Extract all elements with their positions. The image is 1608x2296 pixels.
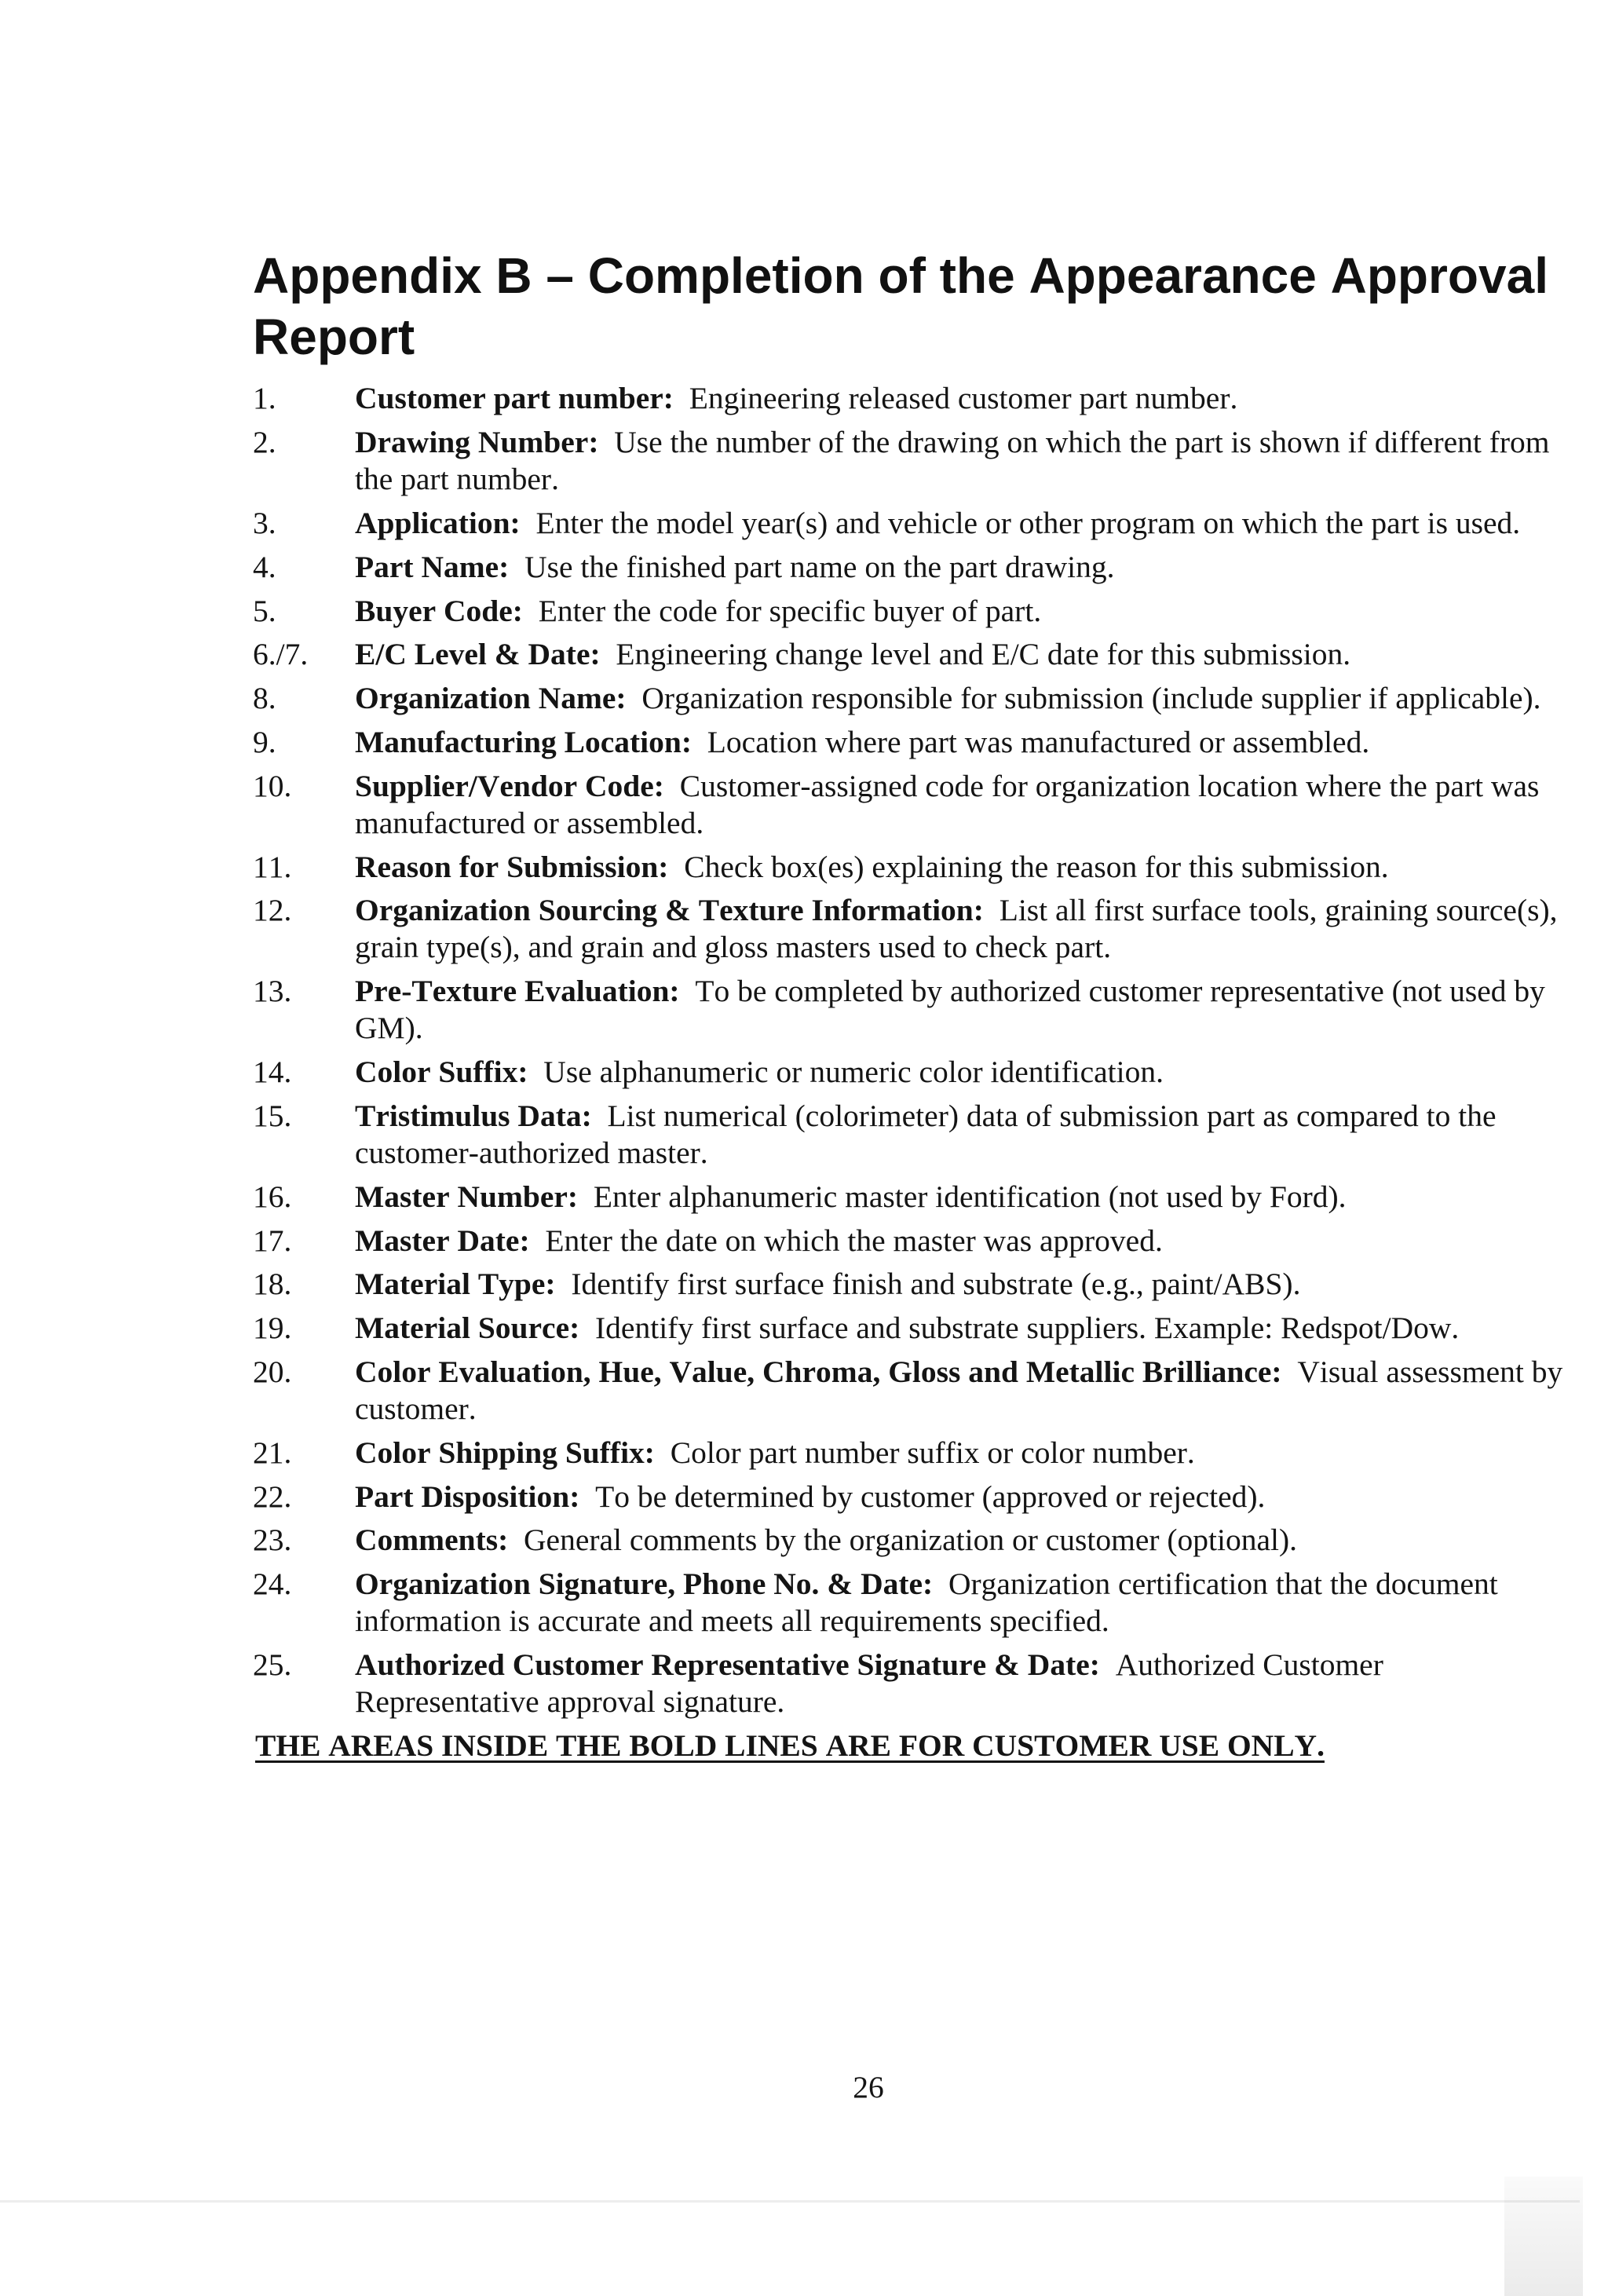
list-item: [253, 849, 1580, 886]
item-description: Identify first surface finish and substrate (e.g., paint/ABS).: [571, 1267, 1301, 1302]
item-number: 15.: [253, 1098, 292, 1133]
item-label: Pre-Texture Evaluation:: [355, 974, 680, 1009]
item-number: 23.: [253, 1523, 292, 1558]
item-number: 18.: [253, 1267, 292, 1302]
item-number: 12.: [253, 893, 292, 928]
list-item: [253, 505, 1580, 542]
item-number: 1.: [253, 381, 276, 416]
item-text: [355, 1435, 1567, 1472]
item-text: [355, 1479, 1567, 1515]
item-label: Comments:: [355, 1523, 509, 1558]
item-label: Part Disposition:: [355, 1479, 580, 1514]
item-description: List all first surface tools, graining source(s), grain type(s), and grain and gloss masters used to check part.: [355, 893, 1558, 965]
item-description: Identify first surface and substrate suppliers. Example: Redspot/Dow.: [595, 1311, 1460, 1346]
item-description: Enter alphanumeric master identification (not used by Ford).: [593, 1179, 1347, 1214]
item-label: Organization Signature, Phone No. & Date:: [355, 1567, 934, 1602]
page-title: Appendix B – Completion of the Appearance Approval Report: [253, 247, 1548, 365]
item-description: Use the finished part name on the part drawing.: [524, 549, 1115, 584]
item-number: 9.: [253, 724, 276, 759]
item-label: Part Name:: [355, 549, 510, 584]
scan-noise-patch: [1504, 2177, 1583, 2296]
item-number: 10.: [253, 768, 292, 803]
item-label: Manufacturing Location:: [355, 724, 693, 759]
item-text: [355, 1266, 1567, 1303]
item-label: Reason for Submission:: [355, 849, 669, 884]
item-description: Engineering released customer part number.: [689, 381, 1238, 416]
list-item: [253, 973, 1580, 1047]
item-number: 11.: [253, 849, 292, 884]
item-label: Master Number:: [355, 1179, 579, 1214]
item-number: 2.: [253, 425, 276, 460]
item-label: Authorized Customer Representative Signature & Date:: [355, 1647, 1100, 1683]
item-label: Supplier/Vendor Code:: [355, 768, 664, 803]
item-label: E/C Level & Date:: [355, 637, 601, 672]
item-number: 3.: [253, 506, 276, 541]
item-label: Color Shipping Suffix:: [355, 1435, 655, 1470]
item-text: [355, 593, 1567, 630]
list-item: [253, 1566, 1580, 1640]
list-item: [253, 636, 1580, 673]
item-description: Use the number of the drawing on which the part is shown if different from the part number.: [355, 425, 1550, 497]
item-text: [355, 1310, 1567, 1347]
item-text: [355, 680, 1567, 717]
item-label: Color Evaluation, Hue, Value, Chroma, Gloss and Metallic Brilliance:: [355, 1354, 1282, 1389]
list-item: [253, 1266, 1580, 1303]
item-number: 20.: [253, 1354, 292, 1389]
list-item: [253, 1435, 1580, 1472]
item-label: Material Source:: [355, 1311, 580, 1346]
item-description: Authorized Customer Representative approval signature.: [355, 1647, 1383, 1720]
item-description: Engineering change level and E/C date for this submission.: [616, 637, 1351, 672]
item-description: List numerical (colorimeter) data of submission part as compared to the customer-authorized master.: [355, 1098, 1497, 1171]
list-item: [253, 593, 1580, 630]
item-label: Color Suffix:: [355, 1055, 528, 1090]
list-item: [253, 1223, 1580, 1260]
item-number: 5.: [253, 593, 276, 628]
item-number: 24.: [253, 1567, 292, 1602]
item-description: Customer-assigned code for organization location where the part was manufactured or assembled.: [355, 768, 1540, 840]
item-number: 22.: [253, 1479, 292, 1514]
item-number: 4.: [253, 549, 276, 584]
item-description: Organization certification that the document information is accurate and meets all requirements specified.: [355, 1567, 1498, 1639]
item-text: [355, 380, 1567, 417]
scan-edge-line: [0, 2200, 1580, 2203]
list-item: [253, 680, 1580, 717]
item-label: Tristimulus Data:: [355, 1098, 592, 1133]
item-text: [355, 1354, 1567, 1428]
list-item: [253, 380, 1580, 417]
item-description: Color part number suffix or color number.: [670, 1435, 1195, 1470]
item-label: Organization Sourcing & Texture Information:: [355, 893, 984, 928]
item-description: General comments by the organization or customer (optional).: [524, 1523, 1298, 1558]
item-text: [355, 849, 1567, 886]
list-item: [253, 1522, 1580, 1559]
instructions-section: [253, 380, 1580, 1764]
item-label: Drawing Number:: [355, 425, 599, 460]
item-number: 17.: [253, 1223, 292, 1258]
list-item: [253, 724, 1580, 761]
item-label: Customer part number:: [355, 381, 674, 416]
item-description: To be completed by authorized customer representative (not used by GM).: [355, 974, 1545, 1046]
list-item: [253, 1098, 1580, 1172]
item-number: 6./7.: [253, 637, 309, 672]
item-text: [355, 724, 1567, 761]
list-item: [253, 1179, 1580, 1216]
item-text: [355, 636, 1567, 673]
item-text: [355, 1179, 1567, 1216]
item-label: Buyer Code:: [355, 593, 523, 628]
item-label: Material Type:: [355, 1267, 556, 1302]
item-description: Visual assessment by customer.: [355, 1354, 1563, 1427]
item-number: 16.: [253, 1179, 292, 1214]
item-text: [355, 973, 1567, 1047]
item-number: 21.: [253, 1435, 292, 1470]
item-text: [355, 1054, 1567, 1091]
item-description: Location where part was manufactured or assembled.: [707, 724, 1370, 759]
list-item: [253, 1054, 1580, 1091]
item-text: [355, 1223, 1567, 1260]
item-description: Organization responsible for submission (include supplier if applicable).: [641, 681, 1541, 716]
item-description: Enter the model year(s) and vehicle or other program on which the part is used.: [535, 506, 1521, 541]
item-description: To be determined by customer (approved or rejected).: [595, 1479, 1266, 1514]
item-description: Check box(es) explaining the reason for this submission.: [684, 849, 1389, 884]
item-label: Application:: [355, 506, 521, 541]
list-item: [253, 549, 1580, 586]
item-label: Master Date:: [355, 1223, 530, 1258]
item-text: [355, 892, 1567, 966]
item-description: Enter the date on which the master was approved.: [545, 1223, 1163, 1258]
list-item: [253, 768, 1580, 842]
list-item: [253, 1479, 1580, 1515]
list-item: [253, 1647, 1580, 1720]
item-text: [355, 1647, 1567, 1720]
item-number: 19.: [253, 1311, 292, 1346]
list-item: [253, 1310, 1580, 1347]
item-description: Enter the code for specific buyer of part.: [538, 593, 1042, 628]
list-item: [253, 424, 1580, 498]
instructions-list: [253, 380, 1580, 1720]
page-number: 26: [853, 2070, 884, 2104]
item-number: 25.: [253, 1647, 292, 1683]
item-text: [355, 1522, 1567, 1559]
item-description: Use alphanumeric or numeric color identification.: [543, 1055, 1164, 1090]
list-item: [253, 1354, 1580, 1428]
item-text: [355, 1566, 1567, 1640]
item-text: [355, 505, 1567, 542]
item-number: 14.: [253, 1055, 292, 1090]
list-item: [253, 892, 1580, 966]
item-number: 13.: [253, 974, 292, 1009]
item-number: 8.: [253, 681, 276, 716]
item-label: Organization Name:: [355, 681, 627, 716]
customer-use-note: THE AREAS INSIDE THE BOLD LINES ARE FOR CUSTOMER USE ONLY.: [255, 1727, 1325, 1763]
item-text: [355, 1098, 1567, 1172]
item-text: [355, 549, 1567, 586]
item-text: [355, 424, 1567, 498]
item-text: [355, 768, 1567, 842]
